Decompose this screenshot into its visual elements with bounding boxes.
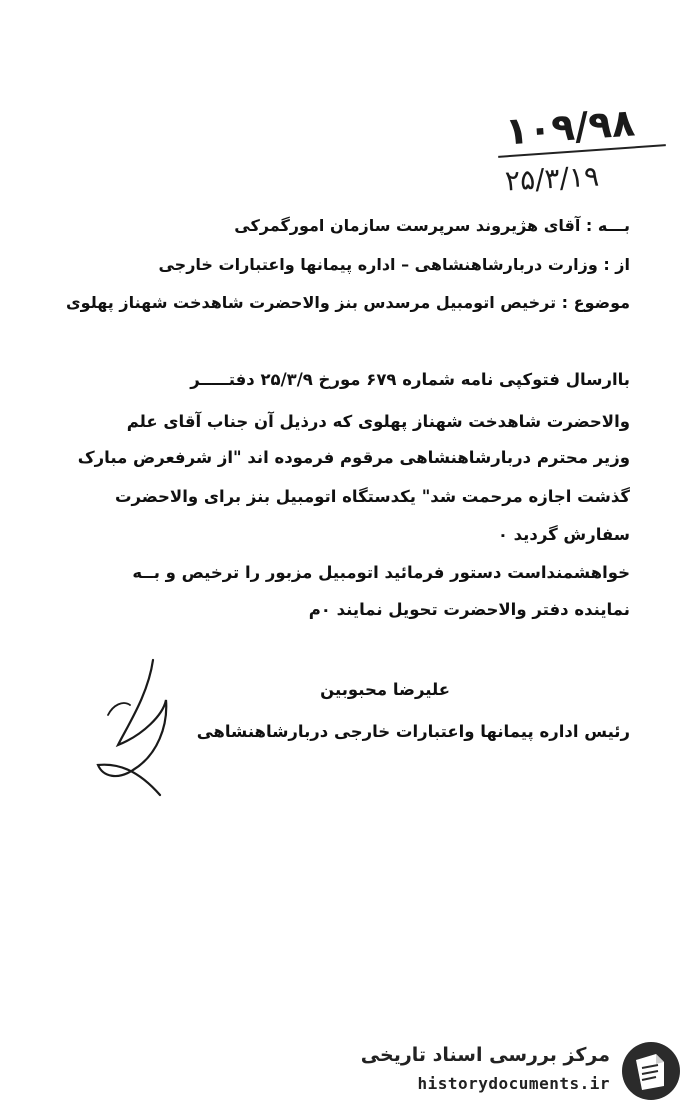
body-line: نماینده دفتر والاحضرت تحویل نمایند ۰م: [308, 600, 630, 619]
watermark-url: historydocuments.ir: [417, 1074, 610, 1093]
recipient-line: بـــه : آقای هژیروند سرپرست سازمان امورگمرکی: [234, 216, 630, 235]
document-center-logo-icon: [620, 1040, 682, 1102]
body-line: باارسال فتوکپی نامه شماره ۶۷۹ مورخ ۲۵/۳/۹ دفتـــــر: [190, 370, 630, 389]
body-line: وزیر محترم دربارشاهنشاهی مرقوم فرموده اند "از شرفعرض مبارک: [77, 448, 630, 467]
body-line: گذشت اجازه مرحمت شد" یکدستگاه اتومبیل بنز برای والاحضرت: [114, 487, 630, 506]
handwritten-signature: [88, 655, 208, 805]
signatory-name: علیرضا محبوبین: [320, 680, 450, 699]
signatory-title: رئیس اداره پیمانها واعتبارات خارجی دربارشاهنشاهی: [196, 722, 630, 741]
sender-line: از : وزارت دربارشاهنشاهی – اداره پیمانها واعتبارات خارجی: [158, 255, 630, 274]
body-line: خواهشمنداست دستور فرمائید اتومبیل مزبور را ترخیص و بــه: [132, 563, 630, 582]
subject-line: موضوع : ترخیص اتومبیل مرسدس بنز والاحضرت شاهدخت شهناز پهلوی: [66, 293, 630, 312]
body-line: سفارش گردید ۰: [497, 525, 630, 544]
archive-watermark: [360, 1036, 682, 1106]
body-line: والاحضرت شاهدخت شهناز پهلوی که درذیل آن جناب آقای علم: [126, 412, 630, 431]
watermark-org-name: مرکز بررسی اسناد تاریخی: [360, 1044, 610, 1066]
letter-date: ۲۵/۳/۱۹: [504, 159, 600, 198]
letter-number: ۱۰۹/۹۸: [503, 100, 637, 154]
